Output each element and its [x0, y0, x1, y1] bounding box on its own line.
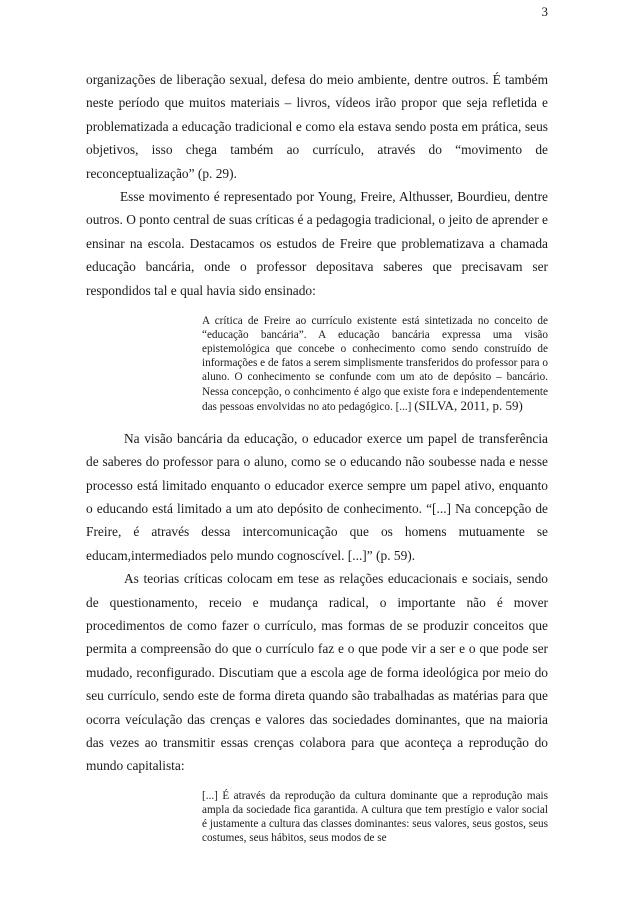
- page-body: [86, 68, 548, 845]
- block-quote-reproducao: [202, 789, 548, 845]
- block-quote-citation: (SILVA, 2011, p. 59): [414, 397, 523, 413]
- paragraph-4: As teorias críticas colocam em tese as relações educacionais e sociais, sendo de questionamento, receio e mudança radical, o importante não é mover procedimentos de como fazer o currículo, mas formas de se produzir conceitos que permita a compreensão do que o currículo faz e o que pode vir a ser e o que pode ser mudado, reconfigurado. Discutiam que a escola age de forma ideológica por meio do seu currículo, sendo este de forma direta quando são trabalhadas as matérias para que ocorra veículação das crenças e valores das sociedades dominantes, que na maioria das vezes ao transmitir essas crenças colabora para que aconteça a reprodução do mundo capitalista:: [86, 571, 548, 774]
- block-quote-text-2: [...] É através da reprodução da cultura dominante que a reprodução mais ampla da sociedade fica garantida. A cultura que tem prestígio e valor social é justamente a cultura das classes dominantes: seus valores, seus gostos, seus costumes, seus hábitos, seus modos de se: [202, 789, 548, 845]
- block-quote-text: A crítica de Freire ao currículo existente está sintetizada no conceito de “educação bancária”. A educação bancária expressa uma visão epistemológica que concebe o conhecimento como sendo construído de informações e de fatos a serem simplismente transferidos do professor para o aluno. O conhecimento se confunde com um ato de depósito – bancário. Nessa concepção, o conhcimento é algo que existe fora e independentemente das pessoas envolvidas no ato pedagógico. [...]: [202, 315, 548, 413]
- page-number: 3: [541, 4, 548, 19]
- paragraph-2: Esse movimento é representado por Young, Freire, Althusser, Bourdieu, dentre outros. O ponto central de suas críticas é a pedagogia tradicional, o jeito de aprender e ensinar na escola. Destacamos os estudos de Freire que problematizava a chamada educação bancária, onde o professor depositava saberes que precisavam ser respondidos tal e qual havia sido ensinado:: [86, 189, 548, 298]
- paragraph-3: Na visão bancária da educação, o educador exerce um papel de transferência de saberes do professor para o aluno, como se o educando não soubesse nada e nesse processo está limitado enquanto o educador exerce sempre um papel ativo, enquanto o educando está limitado a um ato depósito de conhecimento. “[...] Na concepção de Freire, é através dessa intercomunicação que os homens mutuamente se educam,intermediados pelo mundo cognoscível. [...]” (p. 59).: [86, 430, 548, 563]
- block-quote-freire: [202, 314, 548, 414]
- paragraph-1: organizações de liberação sexual, defesa do meio ambiente, dentre outros. É também neste período que muitos materiais – livros, vídeos irão propor que seja refletida e problematizada a educação tradicional e como ela estava sendo posta em prática, seus objetivos, isso chega também ao currículo, através do “movimento de reconceptualização” (p. 29).: [86, 72, 548, 181]
